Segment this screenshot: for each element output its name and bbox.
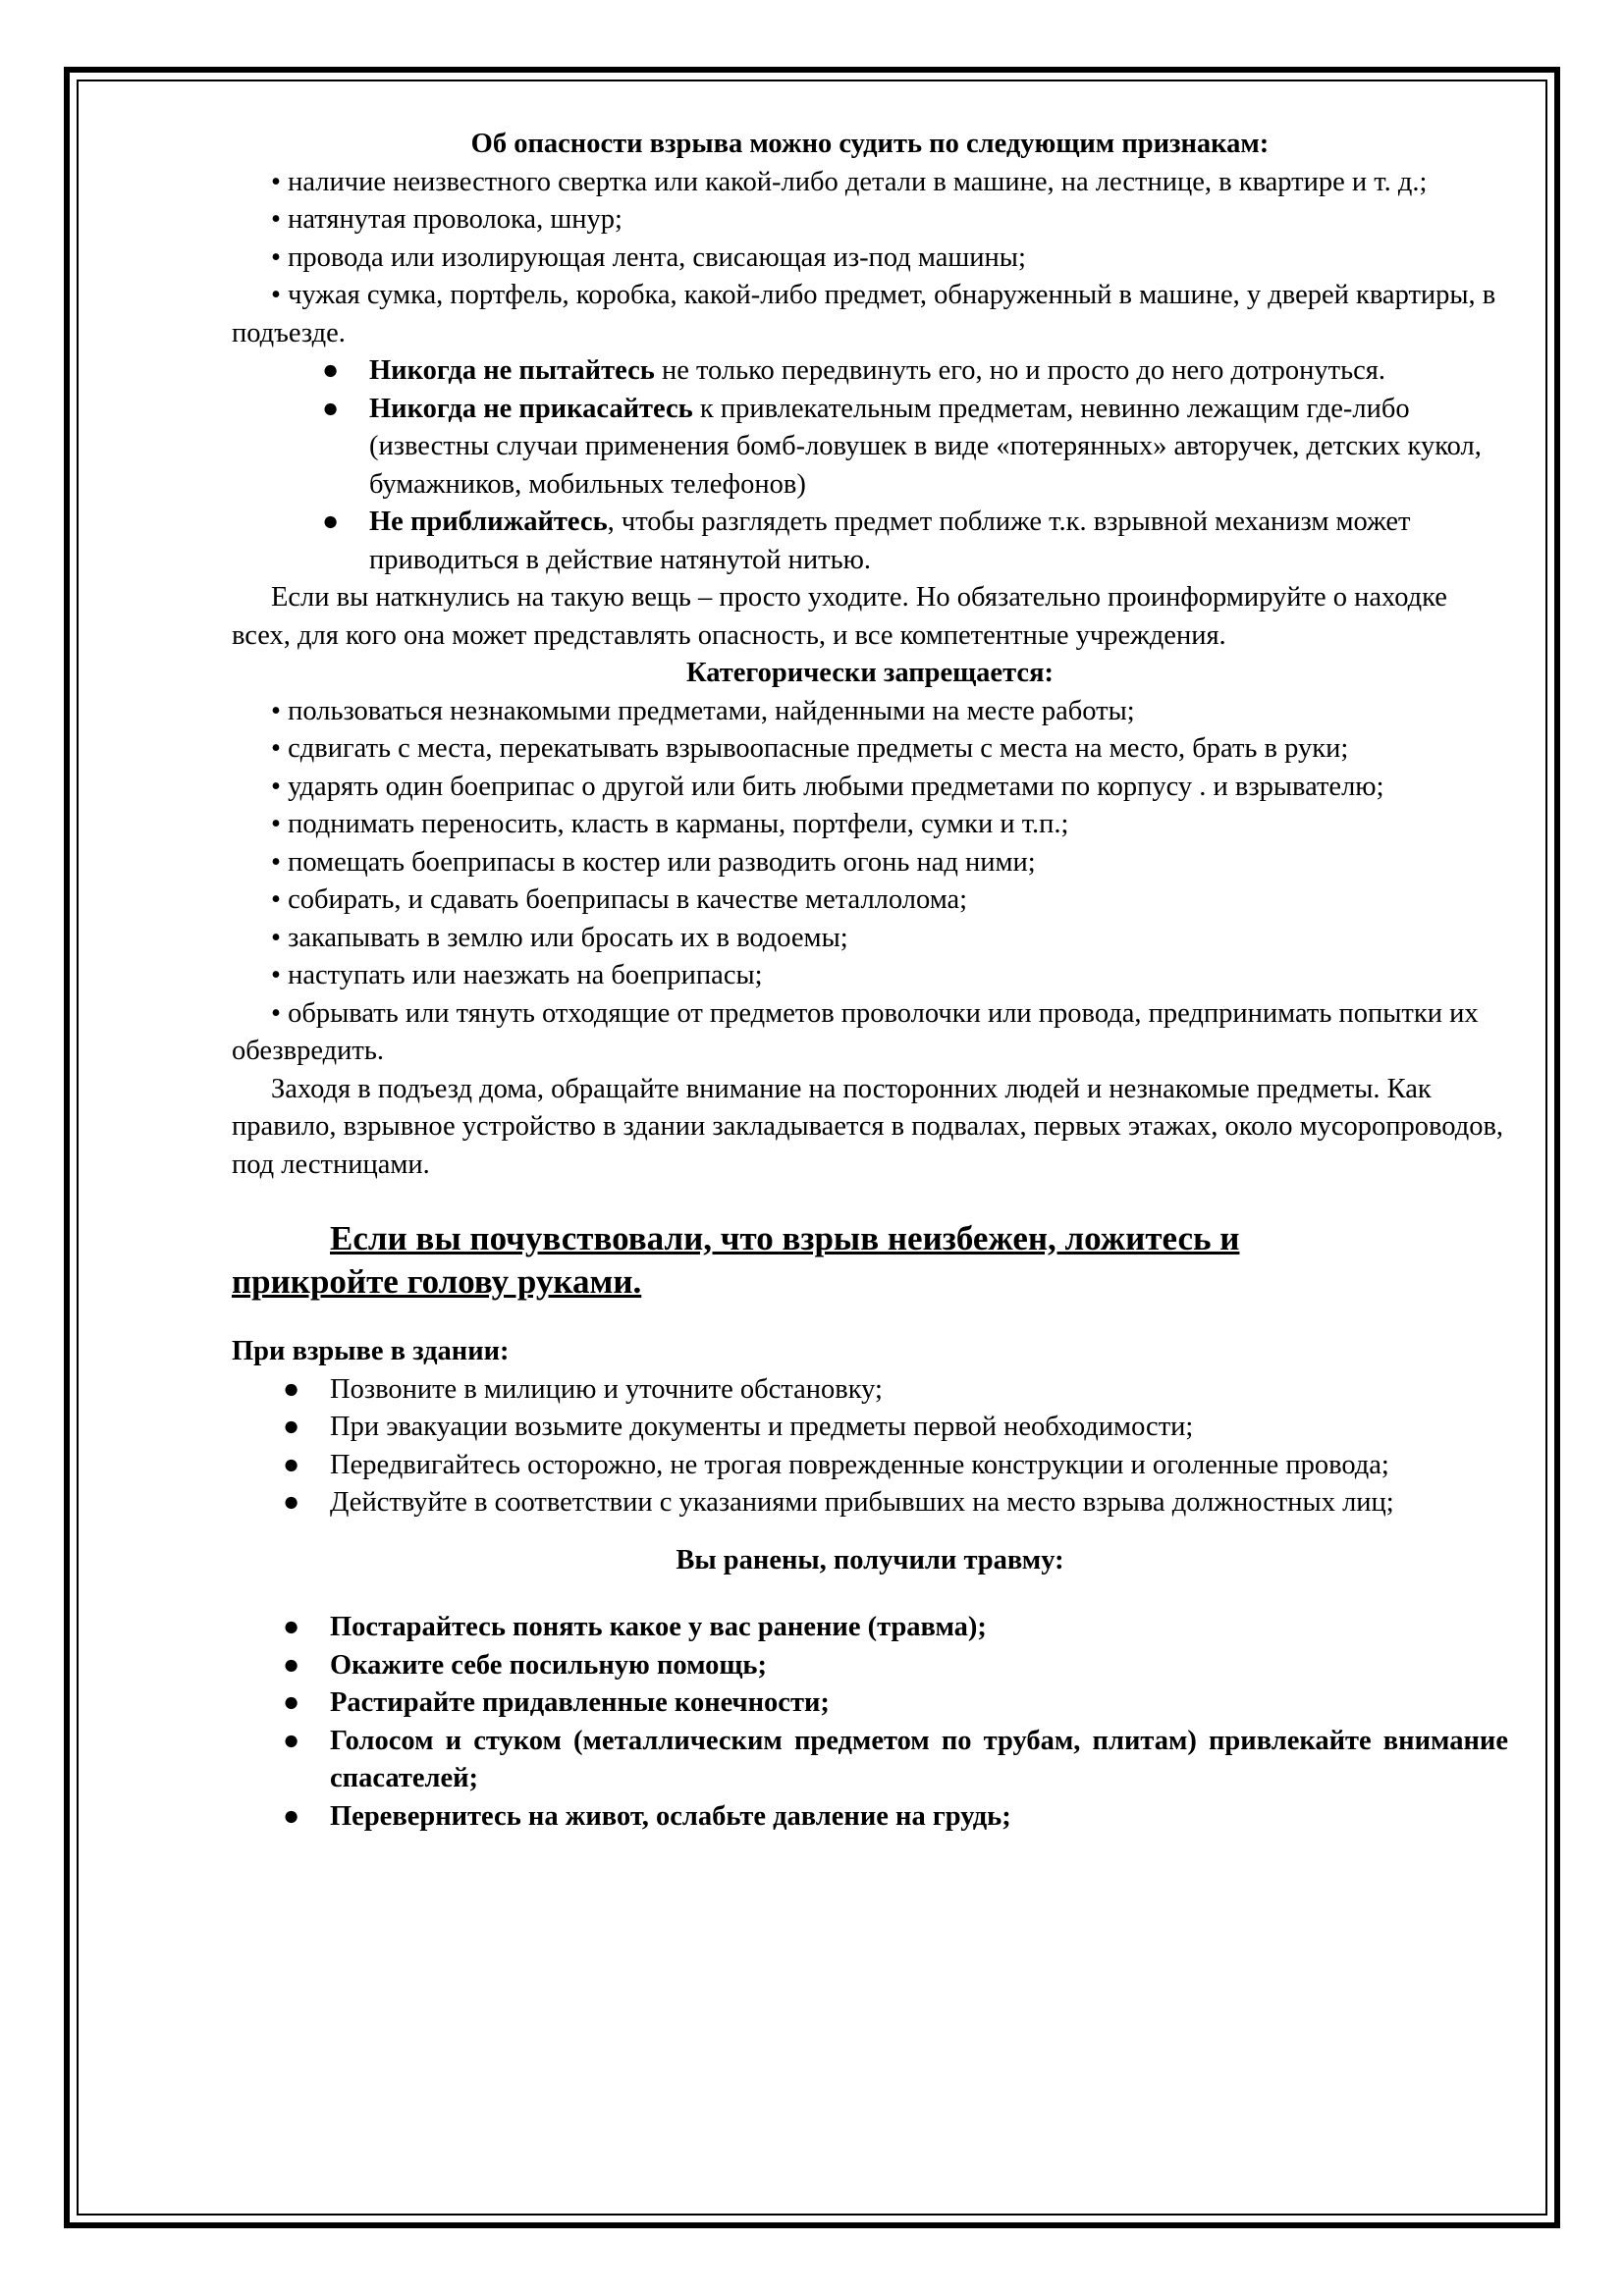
explosion-warning [232,1217,1508,1304]
prohibited-item: • помещать боеприпасы в костер или разводить огонь над ними; [271,846,1036,878]
bullet-icon: ● [283,1800,300,1832]
rules-list [232,352,1508,579]
prohibited-item: • ударять один боеприпас о другой или бить любыми предметами по корпусу . и взрывателю; [271,771,1384,802]
rule-item [322,352,1508,391]
prohibited-item: • поднимать переносить, класть в карманы, портфели, сумки и т.п.; [271,809,1069,839]
prohibited-item: • сдвигать с места, перекатывать взрывоопасные предметы с места на место, брать в руки; [271,733,1349,764]
rule-item [322,391,1508,505]
rule-bold: Не приближайтесь [369,507,608,537]
rule-text: , чтобы разглядеть предмет поближе т.к. взрывной механизм может приводиться в действие натянутой нитью. [369,507,1411,575]
prohibited-heading: Категорически запрещается: [685,658,1054,688]
injured-item: ● Растирайте придавленные конечности; [330,1684,1508,1723]
bullet-icon: ● [322,393,340,424]
bullet-icon: ● [283,1687,300,1718]
bullet-icon: ● [283,1649,300,1681]
rule-item [322,504,1508,579]
bullet-icon: ● [283,1373,300,1405]
injured-list [232,1609,1508,1836]
prohibited-item: • собирать, и сдавать боеприпасы в качестве металлолома; [271,884,968,915]
warning-line: прикройте голову руками. [232,1262,642,1301]
bullet-icon: ● [283,1412,300,1442]
building-heading: При взрыве в здании: [232,1336,510,1366]
sign-item: • провода или изолирующая лента, свисающая из-под машины; [271,241,1026,273]
sign-item: • натянутая проволока, шнур; [271,204,623,235]
prohibited-item: • наступать или наезжать на боеприпасы; [271,960,763,990]
injured-item: ● Окажите себе посильную помощь; [330,1647,1508,1685]
rule-text: не только передвинуть его, но и просто до него дотронуться. [654,355,1385,386]
building-item: ● При эвакуации возьмите документы и предметы первой необходимости; [330,1409,1508,1447]
bullet-icon: ● [322,355,340,386]
prohibited-item: • обрывать или тянуть отходящие от предметов проволочки или провода, предпринимать попытки их обезвредить. [232,997,1479,1066]
sign-item: • чужая сумка, портфель, коробка, какой-либо предмет, обнаруженный в машине, у дверей квартиры, в подъезде. [232,280,1496,348]
injured-heading: Вы ранены, получили травму: [676,1544,1064,1575]
injured-item: ● Голосом и стуком (металлическим предметом по трубам, плитам) привлекайте внимание спасателей; [330,1723,1508,1798]
rule-bold: Никогда не прикасайтесь [369,393,693,424]
bullet-icon: ● [283,1725,300,1756]
document-body [232,126,1508,1836]
bullet-icon: ● [322,507,340,537]
injured-item: ● Перевернитесь на живот, ослабьте давление на грудь; [330,1798,1508,1837]
bullet-icon: ● [283,1487,300,1518]
injured-item: ● Постарайтесь понять какое у вас ранение (травма); [330,1609,1508,1647]
building-list [232,1371,1508,1522]
building-item: ● Позвоните в милицию и уточните обстановку; [330,1371,1508,1410]
rule-text: к привлекательным предметам, невинно лежащим где-либо (известны случаи применения бомб-ловушек в виде «потерянных» авторучек, детских кукол, бумажников, мобильных телефонов) [369,393,1482,500]
building-item: ● Действуйте в соответствии с указаниями прибывших на место взрыва должностных лиц; [330,1484,1508,1522]
building-item: ● Передвигайтесь осторожно, не трогая поврежденные конструкции и оголенные провода; [330,1447,1508,1485]
advice-paragraph: Если вы наткнулись на такую вещь – просто уходите. Но обязательно проинформируйте о находке всех, для кого она может представлять опасность, и все компетентные учреждения. [232,582,1447,651]
rule-bold: Никогда не пытайтесь [369,355,655,386]
warning-line: Если вы почувствовали, что взрыв неизбежен, ложитесь и [330,1219,1240,1257]
sign-item: • наличие неизвестного свертка или какой-либо детали в машине, на лестнице, в квартире и т. д.; [271,166,1428,197]
bullet-icon: ● [283,1612,300,1642]
entrance-paragraph: Заходя в подъезд дома, обращайте внимание на посторонних людей и незнакомые предметы. Как правило, взрывное устройство в здании закладывается в подвалах, первых этажах, около мусоропроводов, под лестницами. [232,1073,1504,1180]
prohibited-item: • закапывать в землю или бросать их в водоемы; [271,922,848,953]
bullet-icon: ● [283,1449,300,1480]
signs-heading: Об опасности взрыва можно судить по следующим признакам: [470,129,1270,159]
prohibited-item: • пользоваться незнакомыми предметами, найденными на месте работы; [271,695,1135,726]
